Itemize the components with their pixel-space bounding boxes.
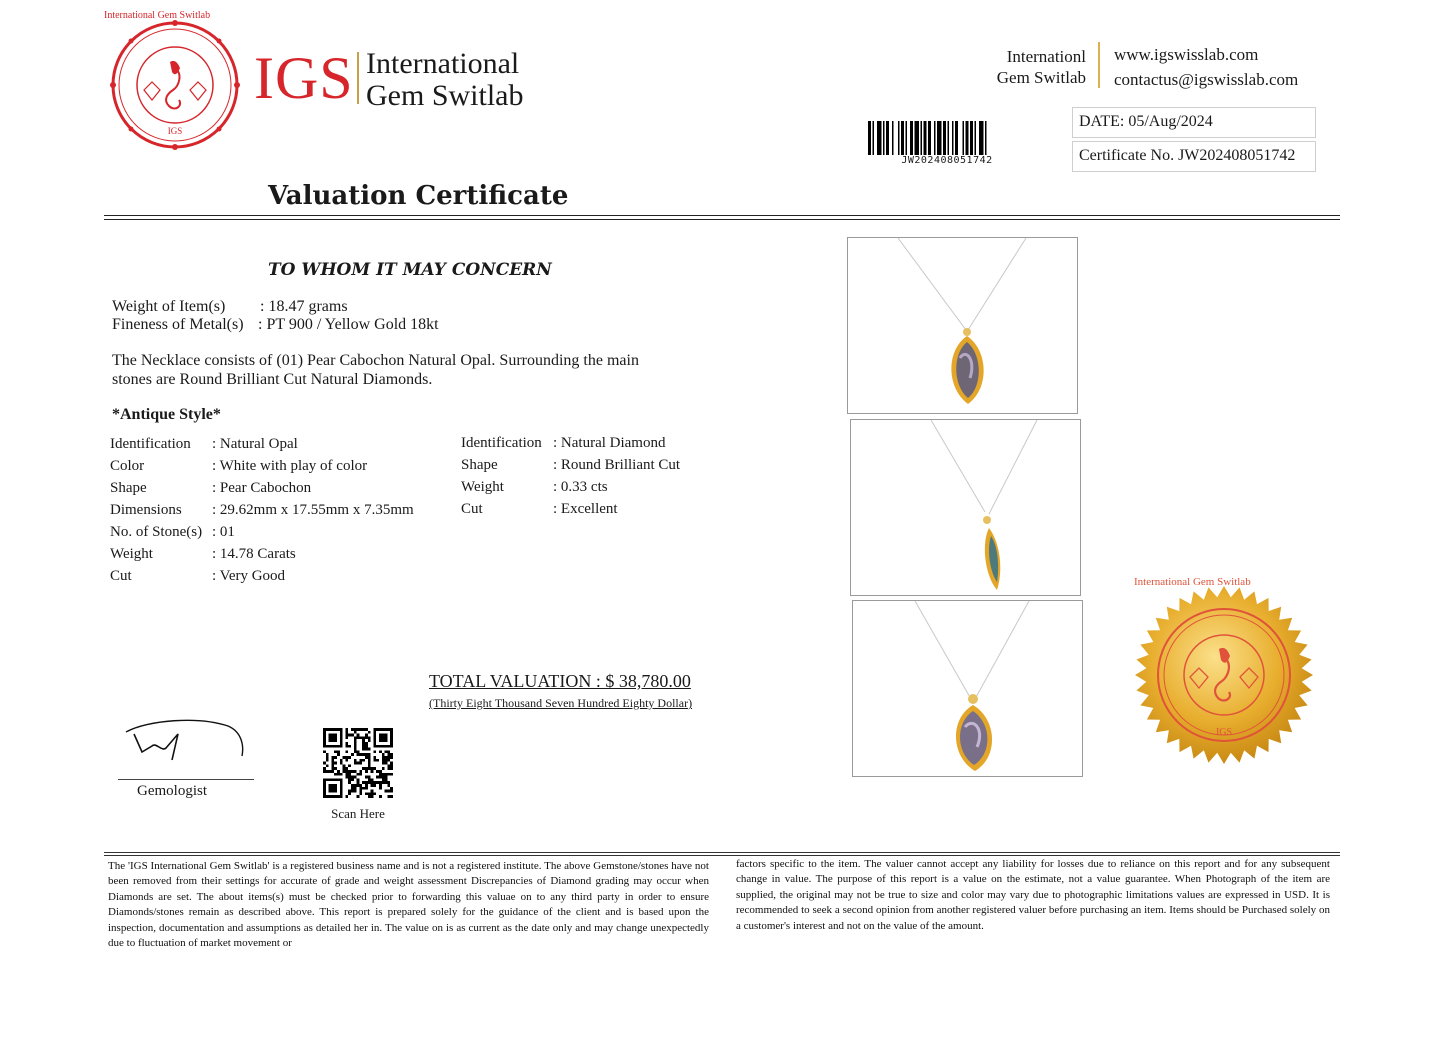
brand-name: [366, 48, 524, 112]
spec-row: [110, 499, 414, 521]
spec-value: : 01: [212, 524, 235, 540]
igs-logo-seal: [104, 10, 246, 152]
main-stone-specs: [110, 433, 414, 587]
spec-label: Weight: [110, 546, 153, 562]
header-org-line2: Gem Switlab: [996, 68, 1086, 87]
barcode-text: JW202408051742: [901, 155, 993, 166]
spec-label: Cut: [110, 568, 132, 584]
spec-row: [461, 476, 680, 498]
item-photo-front: [847, 237, 1078, 414]
item-weight-row: [112, 298, 348, 316]
spec-value: : Very Good: [212, 568, 286, 584]
gold-seal-text: International Gem Switlab: [1134, 576, 1251, 588]
seal-bottom-text: IGS: [167, 126, 183, 136]
item-fineness-value: : PT 900 / Yellow Gold 18kt: [258, 316, 439, 333]
header-divider: [1098, 42, 1100, 88]
header-contact: [1114, 42, 1298, 92]
total-valuation-words: (Thirty Eight Thousand Seven Hundred Eighty Dollar): [429, 696, 693, 710]
spec-label: Shape: [110, 480, 147, 496]
title-rule-bottom: [104, 219, 1340, 220]
spec-value: : Natural Opal: [212, 436, 298, 452]
salutation: TO WHOM IT MAY CONCERN: [268, 260, 552, 280]
gold-seal-bottom: IGS: [1215, 727, 1233, 738]
spec-row: [110, 543, 414, 565]
footer-rule-bottom: [104, 855, 1340, 856]
necklace-angle-image: [853, 601, 1082, 776]
certificate-number: Certificate No. JW202408051742: [1072, 141, 1316, 172]
qr-scan-label: Scan Here: [331, 806, 385, 821]
header-org-line1: Internationl: [1006, 47, 1086, 66]
gemologist-label: Gemologist: [137, 783, 207, 799]
brand-name-line1: International: [366, 47, 520, 80]
footer-rule-top: [104, 852, 1340, 853]
gold-seal: [1134, 576, 1314, 765]
brand-divider: [357, 52, 359, 104]
necklace-side-image: [851, 420, 1080, 595]
spec-label: Cut: [461, 501, 483, 517]
description-line1: The Necklace consists of (01) Pear Cabochon Natural Opal. Surrounding the main: [112, 352, 639, 369]
item-photo-angle: [852, 600, 1083, 777]
style-label: *Antique Style*: [112, 406, 221, 423]
gemologist-signature: [118, 712, 248, 776]
spec-value: : Pear Cabochon: [212, 480, 312, 496]
disclaimer-right: factors specific to the item. The valuer cannot accept any liability for losses due to reliance on this report and for any subsequent change in value. The purpose of this report is a value on the estimate, not a value guarantee. When Photograph of the item are supplied, the original may not be true to size and color may vary due to photographic limitations values are expressed in USD. It is recommended to seek a second opinion from another registered valuer before purchasing an item. Items should be Purchased solely on a customer's interest and not on the value of the amount.: [736, 858, 1330, 932]
spec-row: [461, 498, 680, 520]
item-weight-label: Weight of Item(s): [112, 298, 226, 315]
barcode: [868, 121, 1026, 157]
website-link[interactable]: www.igswisslab.com: [1114, 45, 1259, 64]
brand-short: IGS: [254, 45, 354, 111]
page-title: Valuation Certificate: [268, 181, 569, 211]
total-valuation: TOTAL VALUATION : $ 38,780.00: [429, 671, 691, 691]
description-line2: stones are Round Brilliant Cut Natural Diamonds.: [112, 371, 433, 388]
spec-value: : Excellent: [553, 501, 618, 517]
item-fineness-row: [112, 316, 439, 334]
spec-value: : Natural Diamond: [553, 435, 666, 451]
spec-row: [110, 455, 414, 477]
seal-text: International Gem Switlab: [104, 10, 211, 21]
side-stone-specs: [461, 432, 680, 520]
brand-name-line2: Gem Switlab: [366, 79, 524, 112]
qr-code[interactable]: [320, 728, 396, 798]
item-description: [112, 351, 712, 389]
necklace-front-image: [848, 238, 1077, 413]
spec-label: Dimensions: [110, 502, 182, 518]
title-rule-top: [104, 215, 1340, 216]
spec-row: [461, 454, 680, 476]
date-field: DATE: 05/Aug/2024: [1072, 107, 1316, 138]
spec-value: : White with play of color: [212, 458, 368, 474]
spec-label: Weight: [461, 479, 504, 495]
spec-row: [461, 432, 680, 454]
item-weight-value: : 18.47 grams: [260, 298, 348, 315]
spec-row: [110, 565, 414, 587]
item-fineness-label: Fineness of Metal(s): [112, 316, 244, 333]
disclaimer-left: The 'IGS International Gem Switlab' is a registered business name and is not a registered institute. The above Gemstone/stones have not been removed from their settings for accurate of grade and weight assessment Discrepancies of Diamond grading may occur when Diamonds are set. The about items(s) must be checked prior to forwarding this valuae on to any third party in order to ensure Diamonds/stones remain as described above. This report is prepared solely for the guidance of the client and is based upon the inspection, documentation and assumptions as detailed her in. The value on is as current as the date only and may change unexpectedly due to fluctuation of market movement or: [108, 860, 709, 950]
spec-label: Color: [110, 458, 145, 474]
spec-row: [110, 477, 414, 499]
header-org: [970, 46, 1086, 88]
spec-value: : 0.33 cts: [553, 479, 608, 495]
spec-value: : 29.62mm x 17.55mm x 7.35mm: [212, 502, 414, 518]
spec-label: Shape: [461, 457, 498, 473]
item-photo-side: [850, 419, 1081, 596]
spec-label: No. of Stone(s): [110, 524, 203, 540]
signature-line: [118, 779, 254, 780]
email-link[interactable]: contactus@igswisslab.com: [1114, 70, 1299, 89]
spec-label: Identification: [110, 436, 191, 452]
spec-value: : 14.78 Carats: [212, 546, 296, 562]
spec-row: [110, 433, 414, 455]
spec-row: [110, 521, 414, 543]
spec-label: Identification: [461, 435, 542, 451]
spec-value: : Round Brilliant Cut: [553, 457, 681, 473]
